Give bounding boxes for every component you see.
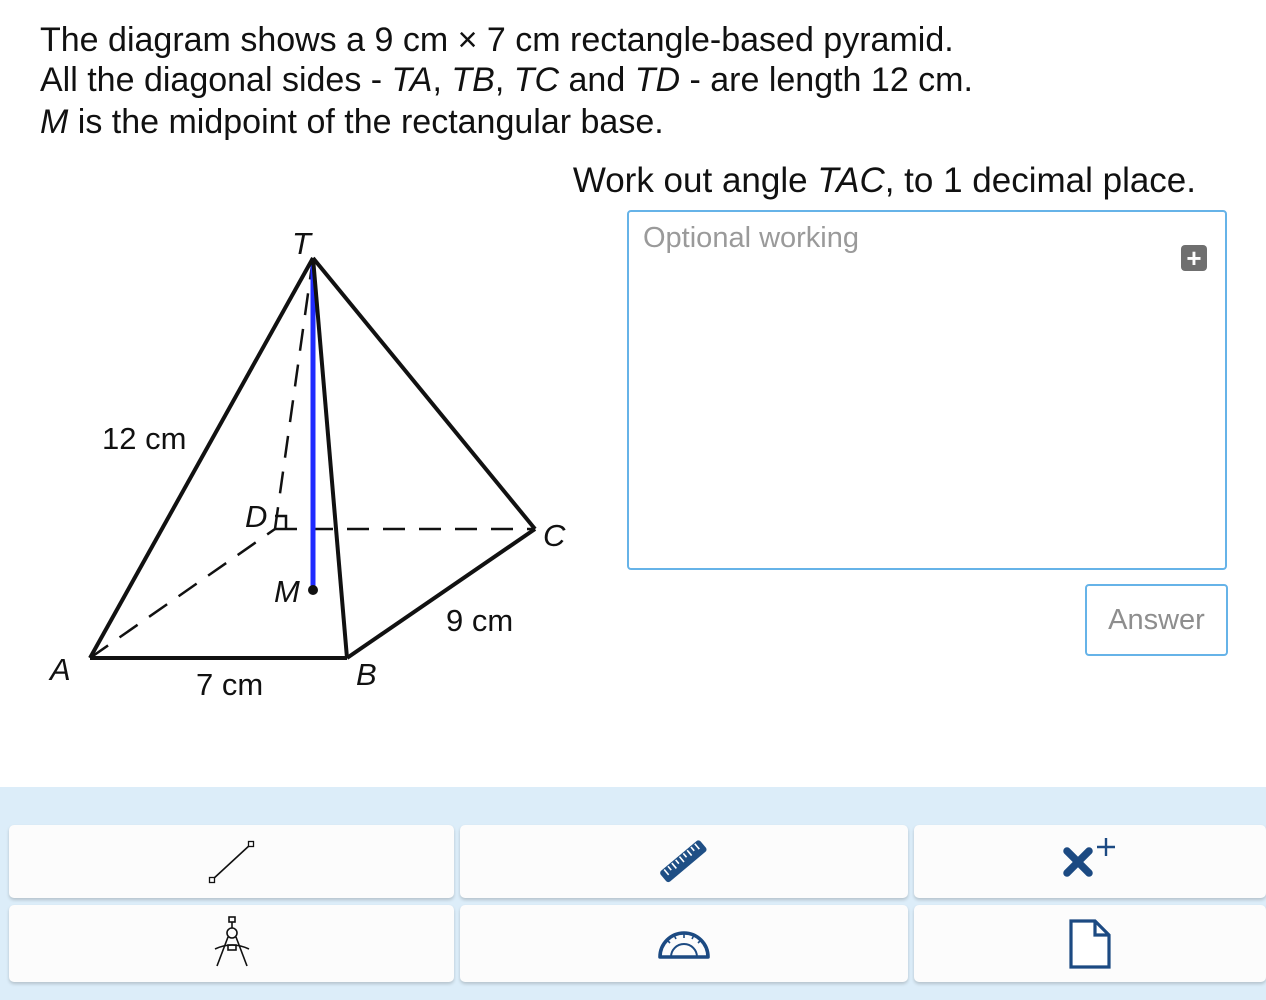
- label-front-length: 7 cm: [196, 667, 264, 702]
- edge-ta: TA: [391, 61, 433, 99]
- line-tool-icon: [207, 838, 257, 886]
- label-b: B: [356, 657, 377, 692]
- label-m: M: [274, 574, 300, 609]
- midpoint-dot: [308, 585, 318, 595]
- edge-td: TD: [634, 61, 681, 99]
- blank-page-icon: [1065, 917, 1115, 971]
- task-instruction: Work out angle TAC, to 1 decimal place.: [572, 161, 1196, 200]
- compass-icon: [209, 915, 255, 973]
- protractor-icon: [654, 924, 714, 964]
- ruler-tool-button[interactable]: [460, 825, 908, 898]
- label-a: A: [50, 652, 71, 687]
- question-line-2: All the diagonal sides - TA, TB, TC and TD - are length 12 cm.: [40, 61, 973, 99]
- protractor-tool-button[interactable]: [460, 905, 908, 982]
- answer-input[interactable]: Answer: [1085, 584, 1228, 656]
- label-slant-length: 12 cm: [102, 421, 187, 456]
- edge-line-tc: [313, 258, 535, 529]
- angle-tac: TAC: [817, 161, 885, 200]
- hidden-edge-ad: [90, 529, 275, 658]
- label-side-length: 9 cm: [446, 603, 514, 638]
- pyramid-diagram: [40, 215, 600, 715]
- working-area[interactable]: [627, 210, 1227, 570]
- edge-tb: TB: [451, 61, 495, 99]
- edge-tc: TC: [513, 61, 560, 99]
- label-t: T: [292, 226, 311, 261]
- edge-line-bc: [347, 529, 535, 658]
- edge-line-tb: [313, 258, 347, 658]
- question-line-3: M is the midpoint of the rectangular base.: [40, 103, 664, 141]
- expand-plus-icon[interactable]: +: [1181, 245, 1207, 271]
- ruler-icon: [654, 835, 714, 889]
- blank-page-button[interactable]: [914, 905, 1266, 982]
- working-placeholder: Optional working: [643, 222, 859, 254]
- compass-tool-button[interactable]: [9, 905, 454, 982]
- question-line-1: The diagram shows a 9 cm × 7 cm rectangle-based pyramid.: [40, 21, 954, 59]
- line-tool-button[interactable]: [9, 825, 454, 898]
- midpoint-m: M: [40, 103, 69, 141]
- label-c: C: [543, 518, 566, 553]
- add-cross-button[interactable]: [914, 825, 1266, 898]
- add-cross-icon: [1058, 835, 1122, 889]
- hidden-edge-td: [275, 258, 313, 529]
- label-d: D: [245, 499, 268, 534]
- tool-palette: [0, 787, 1266, 1000]
